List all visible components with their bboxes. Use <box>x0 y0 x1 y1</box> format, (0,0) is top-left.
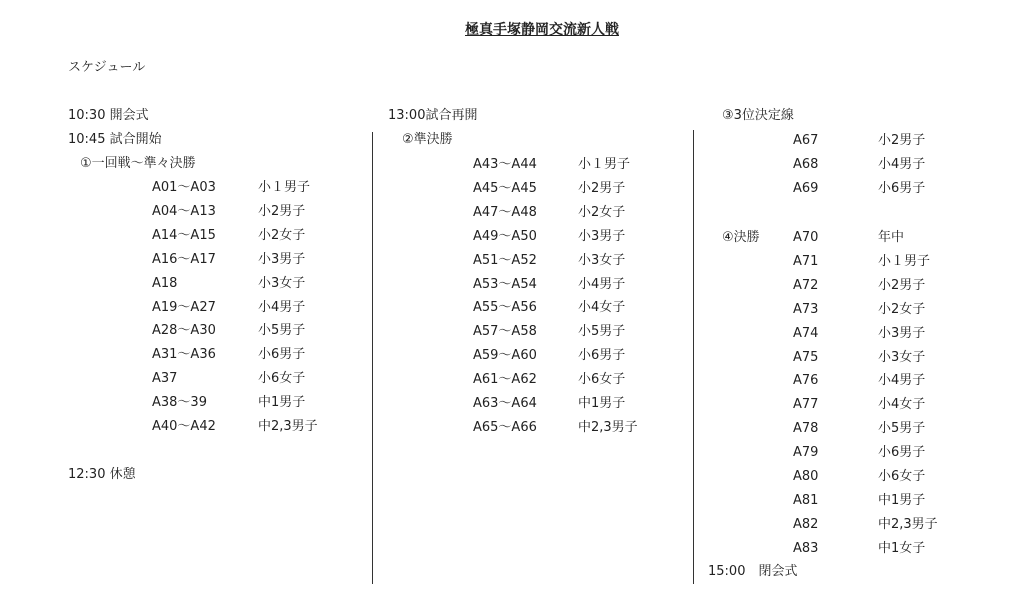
match-range: A75 <box>793 349 819 365</box>
match-range: A53～A54 <box>473 276 537 292</box>
match-range: A61～A62 <box>473 372 537 388</box>
match-category: 小１男子 <box>258 180 311 195</box>
match-category: 小6女子 <box>878 469 926 484</box>
match-category: 小4男子 <box>878 373 926 389</box>
match-category: 小2男子 <box>578 180 626 196</box>
match-category: 小3男子 <box>578 228 626 244</box>
match-range: A82 <box>793 516 819 532</box>
match-category: 小4男子 <box>578 276 626 292</box>
document-title: 極真手塚静岡交流新人戦 <box>465 22 619 38</box>
break-time: 12:30 休憩 <box>68 467 136 482</box>
match-category: 小4女子 <box>578 300 626 316</box>
match-range: A74 <box>793 325 819 341</box>
match-range: A18 <box>152 275 178 291</box>
match-range: A72 <box>793 277 819 293</box>
match-range: A38～39 <box>152 395 207 411</box>
match-range: A45～A45 <box>473 180 537 196</box>
match-category: 小2女子 <box>578 204 626 220</box>
match-category: 小4女子 <box>878 397 926 413</box>
match-category: 中2,3男子 <box>578 419 638 435</box>
match-range: A16～A17 <box>152 251 216 267</box>
match-range: A55～A56 <box>473 300 537 316</box>
match-category: 小１男子 <box>578 157 631 172</box>
match-range: A63～A64 <box>473 396 537 411</box>
match-range: A70 <box>793 230 819 245</box>
match-category: 小3女子 <box>578 252 626 268</box>
match-range: A14～A15 <box>152 227 216 243</box>
match-range: A80 <box>793 469 819 484</box>
match-category: 小6男子 <box>578 348 626 364</box>
match-range: A40～A42 <box>152 419 216 434</box>
match-category: 中1男子 <box>578 396 626 411</box>
match-category: 小3男子 <box>878 325 926 341</box>
match-range: A49～A50 <box>473 228 537 244</box>
match-category: 小3女子 <box>258 275 306 291</box>
third-place-section-label: ③3位決定線 <box>722 108 794 123</box>
match-category: 小3女子 <box>878 349 926 365</box>
match-category: 小4男子 <box>878 156 926 172</box>
schedule-heading: スケジュール <box>68 60 146 75</box>
match-range: A69 <box>793 180 819 196</box>
match-range: A67 <box>793 133 819 148</box>
match-category: 中2,3男子 <box>878 516 938 532</box>
match-category: 小2男子 <box>258 203 306 219</box>
match-range: A19～A27 <box>152 299 216 315</box>
match-category: 小2男子 <box>878 133 926 148</box>
resume-time: 13:00試合再開 <box>388 108 478 123</box>
match-range: A59～A60 <box>473 348 537 364</box>
match-range: A37 <box>152 371 178 387</box>
semifinal-section-label: ②準決勝 <box>402 132 453 147</box>
match-range: A71 <box>793 253 819 269</box>
match-category: 年中 <box>878 230 905 245</box>
match-category: 中1男子 <box>878 492 926 508</box>
match-category: 小5男子 <box>578 324 626 340</box>
final-section-label: ④決勝 <box>722 230 760 245</box>
match-category: 小2女子 <box>878 301 926 317</box>
match-category: 小6女子 <box>578 372 626 388</box>
match-range: A68 <box>793 156 819 172</box>
match-category: 小3男子 <box>258 251 306 267</box>
column-divider <box>693 130 694 584</box>
match-range: A77 <box>793 397 819 413</box>
match-category: 小6男子 <box>878 180 926 196</box>
match-category: 中2,3男子 <box>258 419 318 434</box>
match-category: 中1男子 <box>258 395 306 411</box>
match-category: 小2男子 <box>878 277 926 293</box>
match-range: A79 <box>793 445 819 461</box>
match-range: A76 <box>793 373 819 389</box>
match-category: 中1女子 <box>878 540 926 556</box>
match-category: 小6男子 <box>258 347 306 363</box>
match-range: A43～A44 <box>473 157 537 172</box>
match-range: A28～A30 <box>152 323 216 339</box>
closing-ceremony-time: 15:00 閉会式 <box>708 564 798 579</box>
match-range: A31～A36 <box>152 347 216 363</box>
match-range: A04～A13 <box>152 203 216 219</box>
match-range: A73 <box>793 301 819 317</box>
match-range: A83 <box>793 540 819 556</box>
opening-ceremony-time: 10:30 開会式 <box>68 108 149 123</box>
match-start-time: 10:45 試合開始 <box>68 132 162 147</box>
match-category: 小5男子 <box>258 323 306 339</box>
match-category: 小6女子 <box>258 371 306 387</box>
match-category: 小6男子 <box>878 445 926 461</box>
match-range: A01～A03 <box>152 180 216 195</box>
match-range: A78 <box>793 421 819 437</box>
round1-section-label: ①一回戦～準々決勝 <box>80 156 196 171</box>
match-range: A47～A48 <box>473 204 537 220</box>
column-divider <box>372 132 373 584</box>
match-category: 小2女子 <box>258 227 306 243</box>
match-range: A57～A58 <box>473 324 537 340</box>
match-range: A65～A66 <box>473 419 537 435</box>
match-category: 小5男子 <box>878 421 926 437</box>
match-range: A81 <box>793 492 819 508</box>
match-category: 小１男子 <box>878 253 931 269</box>
match-category: 小4男子 <box>258 299 306 315</box>
match-range: A51～A52 <box>473 252 537 268</box>
